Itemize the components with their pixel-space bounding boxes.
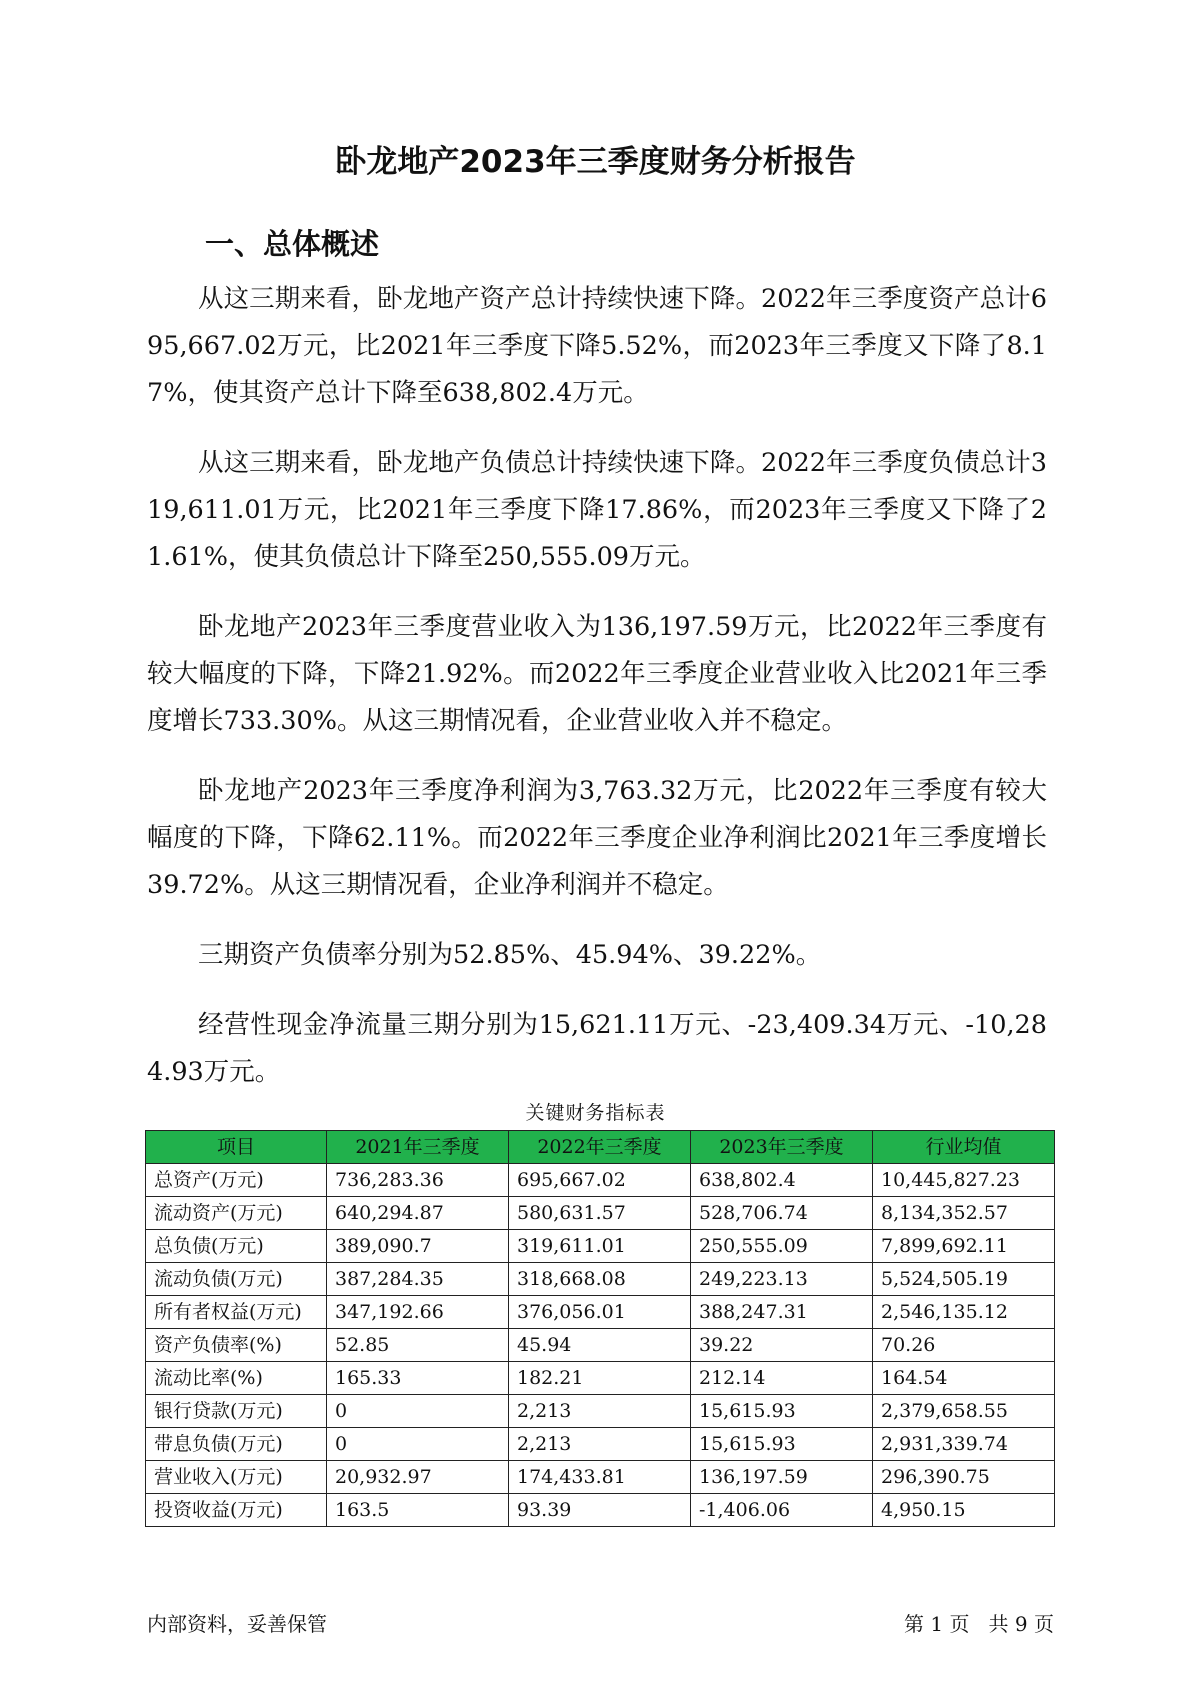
table-cell: 2,213 — [509, 1395, 691, 1428]
table-cell: 318,668.08 — [509, 1263, 691, 1296]
table-row — [146, 1395, 1055, 1428]
column-header-industry-average: 行业均值 — [873, 1131, 1055, 1164]
table-cell: 580,631.57 — [509, 1197, 691, 1230]
overview-body — [147, 276, 1047, 1119]
column-header-2022q3: 2022年三季度 — [509, 1131, 691, 1164]
table-cell: 流动负债(万元) — [146, 1263, 327, 1296]
table-cell: 52.85 — [327, 1329, 509, 1362]
section-heading-overview: 一、总体概述 — [205, 227, 380, 261]
table-cell: 流动比率(%) — [146, 1362, 327, 1395]
table-cell: 93.39 — [509, 1494, 691, 1527]
table-cell: 212.14 — [691, 1362, 873, 1395]
table-cell: 70.26 — [873, 1329, 1055, 1362]
document-title: 卧龙地产2023年三季度财务分析报告 — [335, 144, 856, 180]
table-cell: 376,056.01 — [509, 1296, 691, 1329]
table-cell: 39.22 — [691, 1329, 873, 1362]
table-cell: 所有者权益(万元) — [146, 1296, 327, 1329]
table-cell: 163.5 — [327, 1494, 509, 1527]
table-row — [146, 1362, 1055, 1395]
table-cell: 带息负债(万元) — [146, 1428, 327, 1461]
table-cell: 528,706.74 — [691, 1197, 873, 1230]
paragraph-operating-cash-flow: 经营性现金净流量三期分别为15,621.11万元、-23,409.34万元、-10,284.93万元。 — [147, 1010, 1047, 1087]
table-cell: 347,192.66 — [327, 1296, 509, 1329]
column-header-item: 项目 — [146, 1131, 327, 1164]
table-cell: 164.54 — [873, 1362, 1055, 1395]
table-cell: 250,555.09 — [691, 1230, 873, 1263]
table-cell: 15,615.93 — [691, 1395, 873, 1428]
table-cell: 174,433.81 — [509, 1461, 691, 1494]
table-cell: 4,950.15 — [873, 1494, 1055, 1527]
key-financial-metrics-table — [145, 1130, 1055, 1527]
table-row — [146, 1461, 1055, 1494]
table-cell: 0 — [327, 1395, 509, 1428]
footer-page-number: 第 1 页 共 9 页 — [904, 1612, 1054, 1636]
table-row — [146, 1230, 1055, 1263]
table-cell: 银行贷款(万元) — [146, 1395, 327, 1428]
table-cell: 2,379,658.55 — [873, 1395, 1055, 1428]
table-cell: 165.33 — [327, 1362, 509, 1395]
table-cell: 389,090.7 — [327, 1230, 509, 1263]
table-row — [146, 1164, 1055, 1197]
table-cell: -1,406.06 — [691, 1494, 873, 1527]
table-cell: 736,283.36 — [327, 1164, 509, 1197]
table-cell: 45.94 — [509, 1329, 691, 1362]
table-cell: 182.21 — [509, 1362, 691, 1395]
table-row — [146, 1494, 1055, 1527]
table-cell: 249,223.13 — [691, 1263, 873, 1296]
table-cell: 319,611.01 — [509, 1230, 691, 1263]
table-cell: 资产负债率(%) — [146, 1329, 327, 1362]
table-header-row — [146, 1131, 1055, 1164]
table-cell: 387,284.35 — [327, 1263, 509, 1296]
table-cell: 营业收入(万元) — [146, 1461, 327, 1494]
table-row — [146, 1428, 1055, 1461]
table-cell: 2,213 — [509, 1428, 691, 1461]
table-cell: 总负债(万元) — [146, 1230, 327, 1263]
table-cell: 640,294.87 — [327, 1197, 509, 1230]
table-row — [146, 1197, 1055, 1230]
paragraph-debt-ratio: 三期资产负债率分别为52.85%、45.94%、39.22%。 — [198, 940, 822, 970]
column-header-2023q3: 2023年三季度 — [691, 1131, 873, 1164]
table-cell: 10,445,827.23 — [873, 1164, 1055, 1197]
table-cell: 7,899,692.11 — [873, 1230, 1055, 1263]
table-caption: 关键财务指标表 — [525, 1102, 666, 1124]
table-cell: 136,197.59 — [691, 1461, 873, 1494]
table-cell: 388,247.31 — [691, 1296, 873, 1329]
paragraph-total-assets: 从这三期来看，卧龙地产资产总计持续快速下降。2022年三季度资产总计695,667.02万元，比2021年三季度下降5.52%，而2023年三季度又下降了8.17%，使其资产总计下降至638,802.4万元。 — [147, 284, 1047, 408]
table-cell: 2,931,339.74 — [873, 1428, 1055, 1461]
table-cell: 15,615.93 — [691, 1428, 873, 1461]
table-row — [146, 1263, 1055, 1296]
table-cell: 0 — [327, 1428, 509, 1461]
table-cell: 638,802.4 — [691, 1164, 873, 1197]
table-cell: 总资产(万元) — [146, 1164, 327, 1197]
table-cell: 296,390.75 — [873, 1461, 1055, 1494]
table-row — [146, 1329, 1055, 1362]
table-cell: 5,524,505.19 — [873, 1263, 1055, 1296]
table-cell: 8,134,352.57 — [873, 1197, 1055, 1230]
table-cell: 20,932.97 — [327, 1461, 509, 1494]
footer-confidential-note: 内部资料，妥善保管 — [147, 1612, 327, 1636]
paragraph-total-liabilities: 从这三期来看，卧龙地产负债总计持续快速下降。2022年三季度负债总计319,611.01万元，比2021年三季度下降17.86%，而2023年三季度又下降了21.61%，使其负债总计下降至250,555.09万元。 — [147, 448, 1047, 572]
table-cell: 2,546,135.12 — [873, 1296, 1055, 1329]
column-header-2021q3: 2021年三季度 — [327, 1131, 509, 1164]
paragraph-net-profit: 卧龙地产2023年三季度净利润为3,763.32万元，比2022年三季度有较大幅度的下降，下降62.11%。而2022年三季度企业净利润比2021年三季度增长39.72%。从这三期情况看，企业净利润并不稳定。 — [147, 776, 1047, 900]
table-cell: 流动资产(万元) — [146, 1197, 327, 1230]
table-row — [146, 1296, 1055, 1329]
table-cell: 投资收益(万元) — [146, 1494, 327, 1527]
table-cell: 695,667.02 — [509, 1164, 691, 1197]
paragraph-operating-revenue: 卧龙地产2023年三季度营业收入为136,197.59万元，比2022年三季度有较大幅度的下降，下降21.92%。而2022年三季度企业营业收入比2021年三季度增长733.30%。从这三期情况看，企业营业收入并不稳定。 — [147, 612, 1047, 736]
